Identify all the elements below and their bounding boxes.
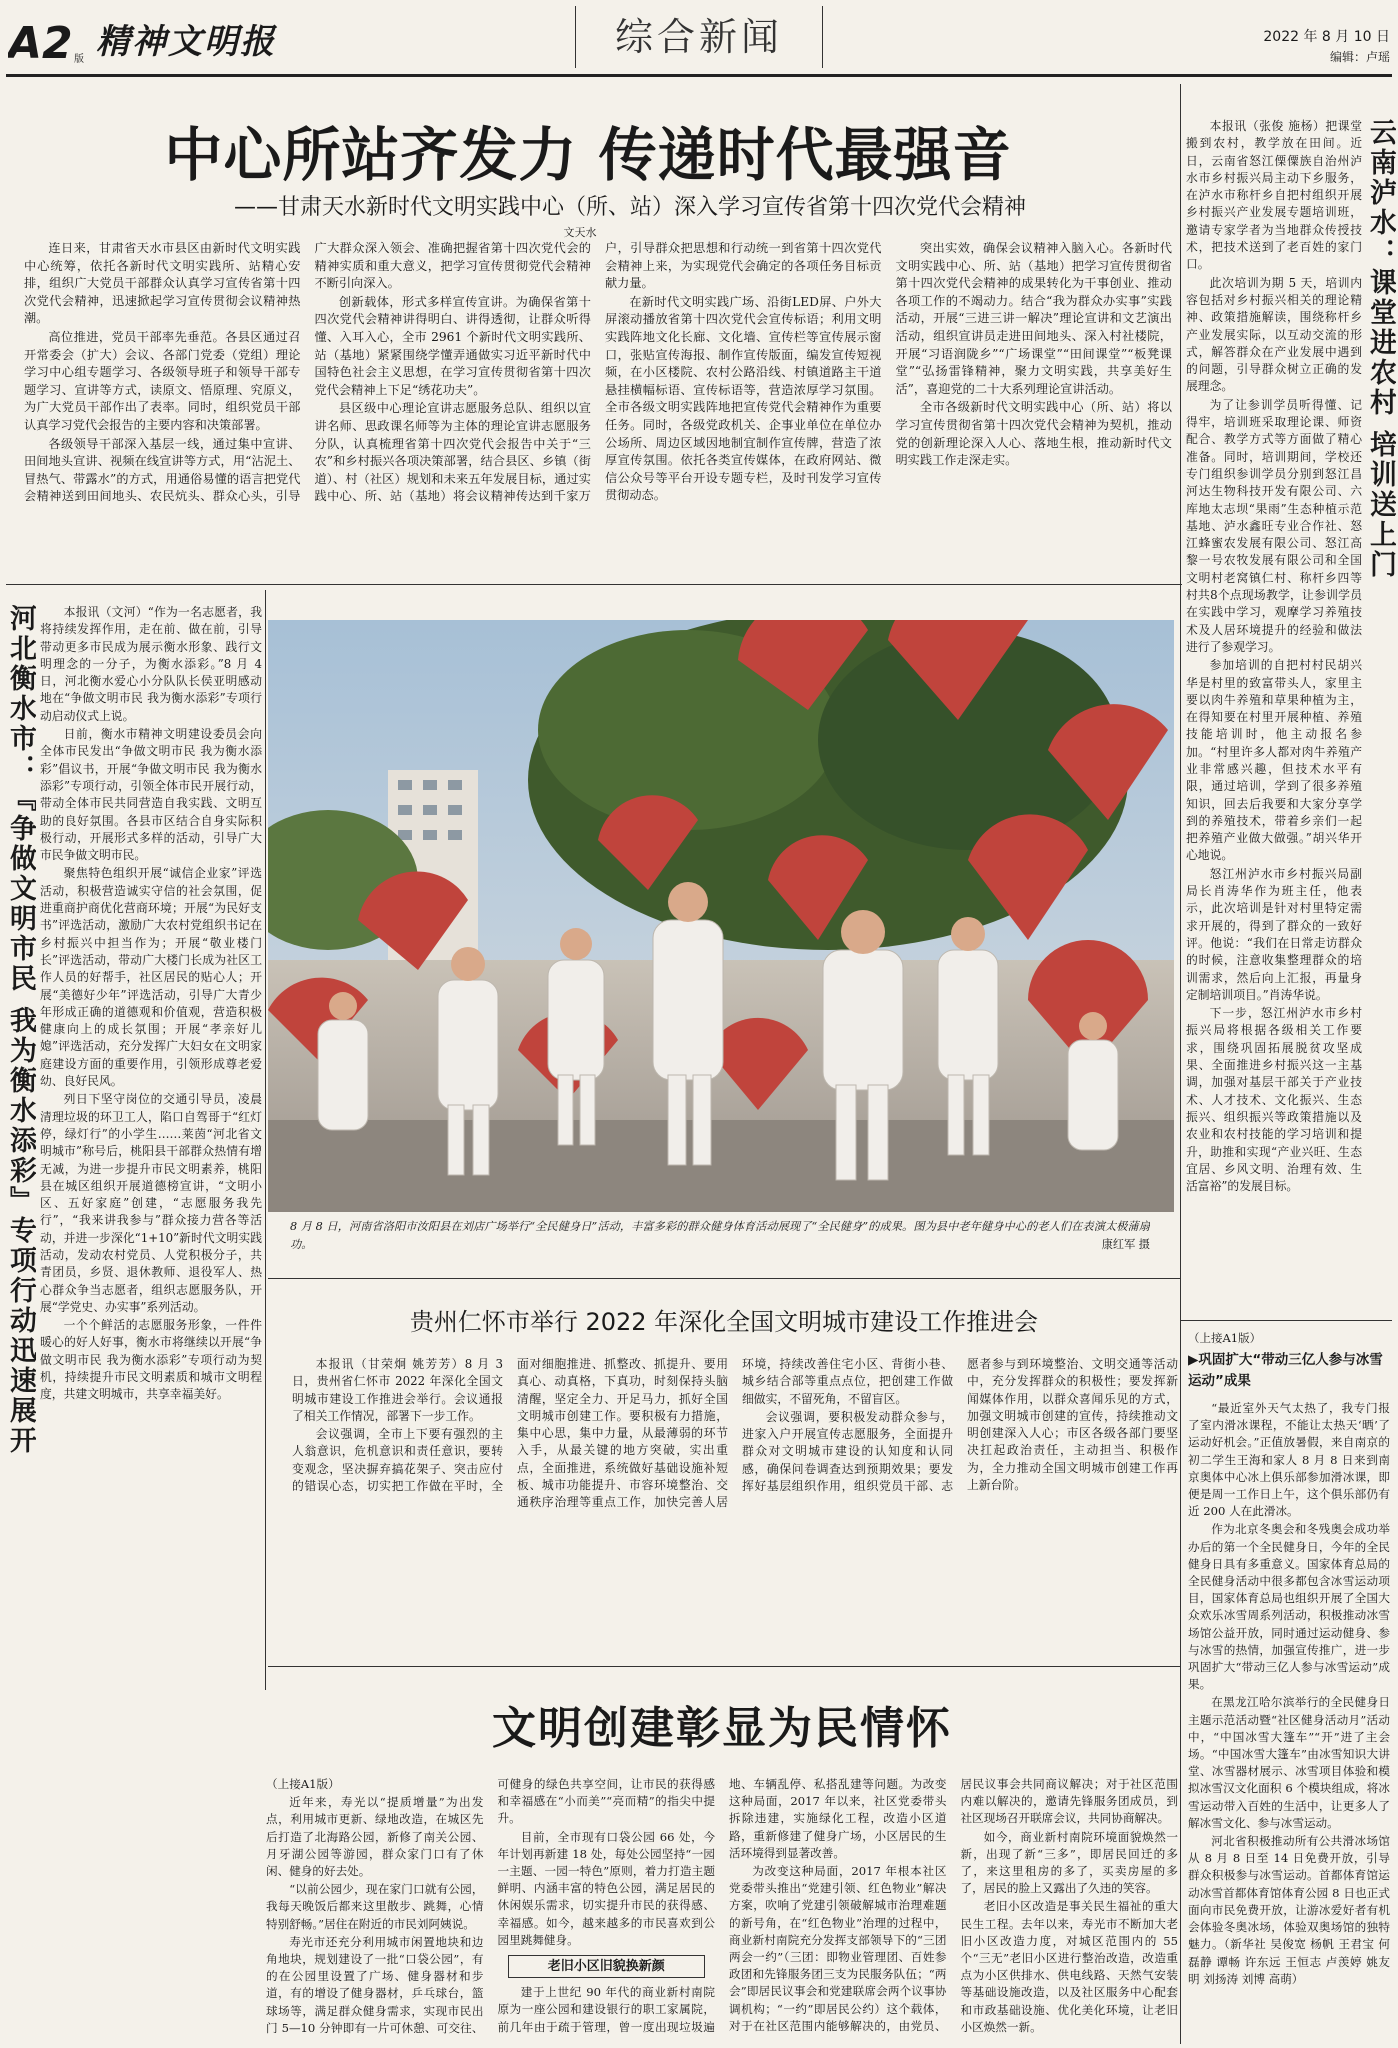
bottom-paragraph: 目前，全市现有口袋公园 66 处，今年计划再新建 18 处，每处公园坚持“一园一主题、一园一特色”原则，着力打造主题鲜明、内涵丰富的特色公园，满足居民的休闲娱乐需求，切实提升市民的获得感、幸福感。如今，越来越多的市民喜欢到公园里跳舞健身。: [497, 1829, 715, 1947]
guizhou-paragraph: 本报讯（甘荣炯 姚芳芳）8 月 3 日，贵州省仁怀市 2022 年深化全国文明城市建设工作推进会举行。会议通报了相关工作情况，部署下一步工作。: [292, 1357, 503, 1423]
bottom-article-body: [266, 1776, 1178, 2044]
lead-article-subtitle: ——甘肃天水新时代文明实践中心（所、站）深入学习宣传省第十四次党代会精神: [233, 195, 1026, 220]
section-title: 综合新闻: [614, 15, 783, 59]
skating-paragraph: 在黑龙江哈尔滨举行的全民健身日主题示范活动暨“社区健身活动月”活动中，“中国冰雪大篷车”“开”进了主会场。“中国冰雪大篷车”由冰雪知识大讲堂、冰雪器材展示、冰雪项目体验和模拟冰雪汉文化面积 6 个模块组成，将冰雪运动带入百姓的生活中，让更多人了解冰雪文化、参与冰雪运动。: [1188, 1695, 1390, 1830]
arrow-icon: ▶: [1188, 1352, 1199, 1368]
issue-date: 2022 年 8 月 10 日: [1263, 29, 1390, 45]
skating-title: [1188, 1350, 1390, 1392]
bottom-paragraph: “以前公园少，现在家门口就有公园，我每天晚饭后都来这里散步、跳舞，心情特别舒畅。”居住在附近的市民刘阿姨说。: [266, 1882, 484, 1931]
left-paragraph: 聚焦特色组织开展“诚信企业家”评选活动，积极营造诚实守信的社会氛围，促进重商护商优化营商环境；开展“为民好支书”评选活动，激励广大农村党组织书记在乡村振兴中担当作为；开展“敬业楼门长”评选活动，带动广大楼门长成为社区工作人员的好帮手，社区居民的贴心人；开展“美德好少年”评选活动，引导广大青少年形成正确的道德观和价值观，营造积极健康向上的成长氛围；开展“孝亲好儿媳”评选活动，充分发挥广大妇女在文明家庭建设方面的重要作用，引领形成尊老爱幼、良好民风。: [40, 866, 262, 1089]
bottom-article-headline: 文明创建彰显为民情怀: [492, 1703, 952, 1754]
page-number: A2: [8, 18, 73, 69]
editor-credit: 编辑：卢瑶: [1329, 50, 1390, 64]
lead-paragraph: 高位推进，党员干部率先垂范。各县区通过召开常委会（扩大）会议、各部门党委（党组）理论学习中心组专题学习、各级领导班子和领导干部专题学习、宣讲等方式，读原文、悟原理、究原义，为广大党员干部作出了表率。同时，组织党员干部认真学习党代会报告的主要内容和决策部署。: [24, 329, 301, 432]
skating-paragraph: “最近室外天气太热了，我专门报了室内滑冰课程，不能让太热天‘晒’了运动好机会。”正值放暑假，来自南京的初二学生王海和家人 8 月 8 日来到南京奥体中心冰上俱乐部参加滑冰课，即便是周一工作日上午，这个俱乐部仍有近 200 人在此滑冰。: [1188, 1401, 1390, 1519]
photo-credit: 康红军 摄: [1101, 1238, 1150, 1251]
lead-paragraph: 突出实效，确保会议精神入脑入心。各新时代文明实践中心、所、站（基地）把学习宣传贯彻省第十四次党代会精神的成果转化为干事创业、推动各项工作的不竭动力。结合“我为群众办实事”实践活动，开展“三进三讲一解决”理论宣讲和文艺演出活动，组织宣讲员走进田间地头、深入村社楼院，开展“习语润陇乡”“广场课堂”“田间课堂”“板凳课堂”“弘扬雷锋精神，聚力文明实践，共享美好生活”，喜迎党的二十大系列理论宣讲活动。: [895, 241, 1172, 396]
right-paragraph: 为了让参训学员听得懂、记得牢，培训班采取理论课、师资配合、教学方式等方面做了精心准备。同时，培训期间，学校还专门组织参训学员分别到怒江昌河达生物科技开发有限公司、六库地太志坝“果雨”生态种植示范基地、泸水鑫旺专业合作社、怒江蜂蜜农发展有限公司、怒江高黎一号农牧发展有限公司和全国文明村老窝镇仁村、称杆乡四等村共8个点现场教学，让参训学员在实践中学习，观摩学习养殖技术及人居环境提升的经验和做法进行了参观学习。: [1186, 397, 1362, 654]
skating-title-text: 巩固扩大“带动三亿人参与冰雪运动”成果: [1188, 1352, 1383, 1389]
bottom-lead: （上接A1版）: [266, 1777, 340, 1791]
masthead: [0, 0, 1398, 78]
bottom-paragraph: 近年来，寿光以“提质增量”为出发点，利用城市更新、绿地改造，在城区先后打造了北海路公园，新修了南关公园、月牙湖公园等游园，群众家门口有了休闲、健身的好去处。: [266, 1795, 484, 1879]
guizhou-paragraph: 会议强调，要积极发动群众参与，进家入户开展宣传志愿服务，全面提升群众对文明城市建设的认知度和认同感，确保问卷调查达到预期效果；要发挥好基层组织作用，组织党员干部、志愿者参与到环境整治、文明交通等活动中，充分发挥群众的积极性；要发挥新闻媒体作用，以群众喜闻乐见的方式，加强文明城市创建的宣传，持续推动文明创建深入人心；市区各级各部门要坚决扛起政治责任，主动担当、积极作为，全力推动全国文明城市创建工作再上新台阶。: [742, 1357, 1178, 1494]
lead-paragraph: 连日来，甘肃省天水市县区由新时代文明实践中心统筹，依托各新时代文明实践所、站精心安排，组织广大党员干部群众认真学习宣传省第十四次党代会精神，迅速掀起学习宣传贯彻会议精神热潮。: [24, 241, 301, 326]
bottom-paragraph: 如今，商业新村南院环境面貌焕然一新，出现了新“三多”，即居民回迁的多了，来这里租房的多了，买卖房屋的多了，居民的脸上又露出了久违的笑容。: [960, 1829, 1178, 1896]
right-article-body: [1186, 118, 1362, 1316]
bottom-paragraph: 老旧小区改造是事关民生福祉的重大民生工程。去年以来，寿光市不断加大老旧小区改造力度，对城区范围内的 55 个“三无”老旧小区进行整治改造，改造重点为小区供排水、供电线路、天然气安装等基础设施改造，以及社区服务中心配套和市政基础设施、优化美化环境，让老旧小区焕然一新。: [960, 1899, 1178, 2034]
right-paragraph: 此次培训为期 5 天，培训内容包括对乡村振兴相关的理论精神、政策措施解读，围绕称杆乡产业发展实际，以互动交流的形式，解答群众在产业发展中遇到的问题，引导群众树立正确的发展理念。: [1186, 275, 1362, 394]
paper-name: 精神文明报: [96, 22, 276, 62]
bottom-paragraph: 为改变这种局面，2017 年根本社区党委带头推出“党建引领、红色物业”解决方案，吹响了党建引领破解城市治理难题的新号角，在“红色物业”治理的过程中，商业新村南院充分发挥支部领导下的“三团两会一约”（三团：即物业管理团、百姓参政团和先锋服务团三支为民服务队伍；“两会”即居民议事会和党建联席会两个议事协调机构；“一约”即居民公约）这个载体，对于在社区范围内能够解决的，由党员、居民议事会共同商议解决；对于社区范围内难以解决的，邀请先锋服务团成员，到社区现场召开联席会议，共同协商解决。: [729, 1777, 1178, 2033]
skating-paragraph: 河北省积极推动所有公共滑冰场馆从 8 月 8 日至 14 日免费开放，引导群众积极参与冰雪运动。首都体育馆运动冰雪首都体育馆体育公园 8 日也正式面向市民免费开放，让游冰爱好者有机会体验冬奥冰场，体验双奥场馆的独特魅力。（新华社 吴俊宽 杨帆 王君宝 何磊静 谭畅 许东远 王恒志 卢羡婷 姚友明 刘扬涛 刘博 高萌）: [1188, 1834, 1390, 1986]
right-article-headline: 云南泸水：课堂进农村 培训送上门: [1365, 118, 1396, 581]
lead-paragraph: 县区级中心理论宣讲志愿服务总队、组织以宣讲名师、思政课名师等为主体的理论宣讲志愿服务分队，认真梳理省第十四次党代会报告中关于“三农”和乡村振兴各项决策部署，结合县区、乡镇（街道）、村（社区）规划和未来五年发展目标，通过实践中心、所、站（基地）将会议精神传达到千家万户，引导群众把思想和行动统一到省第十四次党代会精神上来，为实现党代会确定的各项任务目标贡献力量。: [314, 241, 882, 504]
lead-paragraph: 全市各级新时代文明实践中心（所、站）将以学习宣传贯彻省第十四次党代会精神为契机，推动党的创新理论深入人心、落地生根，推动新时代文明实践工作走深走实。: [895, 400, 1172, 468]
left-paragraph: 列日下坚守岗位的交通引导员，凌晨清理垃圾的环卫工人，陷口自驾哥于“红灯停，绿灯行”的小学生……莱茵“河北省文明城市”称号后，桃阳县干部群众热情有增无减，为进一步提升市民文明素养，桃阳县在城区组织开展道德榜宣讲，“文明小区、五好家庭”创建，“志愿服务我先行”，“我来讲我参与”群众接力营各等活动，并进一步深化“1+10”新时代文明实践活动，发动农村党员、人党积极分子，共青团员，乡贤、退休教师、退役军人、热心群众争当志愿者，组织志愿服务队，开展“学党史、办实事”系列活动。: [40, 1092, 262, 1314]
page-number-suffix: 版: [74, 54, 84, 65]
lead-article-body: [24, 240, 1172, 578]
guizhou-paragraph: 会议强调，全市上下要有强烈的主人翁意识，危机意识和责任意识，要转变观念，坚决摒弃搞花架子、突击应付的错误心态，切实把工作做在平时，全面对细胞推进、抓整改、抓提升、要用真心、动真格，下真功，时刻保持头脑清醒，坚定全力、开足马力，抓好全国文明城市创建工作。要积极有力措施，集中心思，集中力量，从最薄弱的环节入手，从最关键的地方突破，实出重点，全面推进，系统做好基础设施补短板、城市功能提升、市容环境整治、交通秩序治理等重点工作，加快完善人居环境，持续改善住宅小区、背街小巷、城乡结合部等重点点位，把创建工作做细做实，不留死角，不留盲区。: [292, 1357, 953, 1510]
skating-paragraph: 作为北京冬奥会和冬残奥会成功举办后的第一个全民健身日，今年的全民健身日具有多重意义。国家体育总局的全民健身活动中很多都包含冰雪运动项目，国家体育总局也组织开展了全国大众欢乐冰雪周系列活动，积极推动冰雪场馆公益开放，同时通过运动健身、参与冰雪的热情，加强宣传推广，进一步巩固扩大“带动三亿人参与冰雪运动”成果。: [1188, 1522, 1390, 1692]
right-paragraph: 参加培训的自把村村民胡兴华是村里的致富带头人，家里主要以肉牛养殖和草果种植为主，在得知要在村里开展种植、养殖技能培训时，他主动报名参加。“村里许多人都对肉牛养殖产业非常感兴趣，但技术水平有限，通过培训，学到了很多养殖知识，回去后我要和大家分享学到的养殖技术，带着乡亲们一起把养殖产业做大做强。”胡兴华开心地说。: [1186, 658, 1362, 863]
lead-paragraph: 创新载体，形式多样宣传宣讲。为确保省第十四次党代会精神讲得明白、讲得透彻，让群众听得懂、入耳入心，全市 2961 个新时代文明实践所、站（基地）紧紧围绕学懂弄通做实习近平新时代中国特色社会主义思想，在学习宣传贯彻省第十四次党代会精神上下足“绣花功夫”。: [314, 294, 591, 397]
left-article-headline: 河北衡水市：『争做文明市民 我为衡水添彩』专项行动迅速展开: [5, 604, 36, 1457]
guizhou-article-body: [292, 1356, 1178, 1656]
lead-paragraph: 各级领导干部深入基层一线，通过集中宣讲、田间地头宣讲、视频在线宣讲等方式，用“沾泥土、冒热气、带露水”的方式，用通俗易懂的语言把党代会精神送到田间地头、农民炕头、群众心头，引导广大群众深入领会、准确把握省第十四次党代会的精神实质和重大意义，把学习宣传贯彻党代会精神不断引向深入。: [24, 241, 591, 504]
right-paragraph: 下一步，怒江州泸水市乡村振兴局将根据各级相关工作要求，围绕巩固拓展脱贫攻坚成果、全面推进乡村振兴这一主基调，加强对基层干部关于产业技术、人才技术、文化振兴、生态振兴、组织振兴等政策措施以及农业和农村技能的学习培训和提升，助推和实现“产业兴旺、生态宜居、乡风文明、治理有效、生活富裕”的发展目标。: [1186, 1006, 1362, 1194]
left-paragraph: 本报讯（文河）“作为一名志愿者，我将持续发挥作用，走在前、做在前，引导带动更多市民成为展示衡水形象、践行文明理念的一分子，为衡水添彩。”8 月 4 日，河北衡水爱心小分队队长侯亚明感动地在“争做文明市民 我为衡水添彩”专项行动启动仪式上说。: [40, 605, 262, 723]
skating-article-body: [1188, 1400, 1390, 2044]
right-paragraph: 怒江州泸水市乡村振兴局副局长肖涛华作为班主任，他表示，此次培训是针对村里特定需求开展的，得到了群众的一致好评。他说：“我们在日常走访群众的时候，注意收集整理群众的培训需求，然后向上汇报，再量身定制培训项目。”肖涛华说。: [1186, 866, 1362, 1002]
left-paragraph: 日前，衡水市精神文明建设委员会向全体市民发出“争做文明市民 我为衡水添彩”倡议书，开展“争做文明市民 我为衡水添彩”专项行动，引领全体市民开展行动，带动全体市民共同营造自我实践、文明互助的良好氛围。各县市区结合自身实际积极行动，开展形式多样的活动，引导广大市民争做文明市民。: [40, 727, 262, 863]
lead-article-title: 中心所站齐发力 传递时代最强音: [164, 121, 1012, 189]
left-paragraph: 一个个鲜活的志愿服务形象，一件件暖心的好人好事，衡水市将继续以开展“争做文明市民 我为衡水添彩”专项行动为契机，持续提升市民文明素质和城市文明程度，共建文明城市，共享幸福美好。: [40, 1318, 262, 1402]
lead-article-byline: 文天水: [563, 226, 597, 239]
bottom-subheading: 老旧小区旧貌换新颜: [508, 1955, 706, 1978]
photo-caption-text: 8 月 8 日，河南省洛阳市汝阳县在刘店广场举行“全民健身日”活动，丰富多彩的群众健身体育活动展现了“全民健身”的成果。图为县中老年健身中心的老人们在表演太极蒲扇功。: [290, 1220, 1150, 1251]
news-photo: [268, 620, 1174, 1212]
bottom-paragraph: 寿光市还充分利用城市闲置地块和边角地块，规划建设了一批“口袋公园”，有的在公园里设置了广场、健身器材和步道，有的增设了健身器材，乒乓球台，篮球场等，满足群众健身需求，实现市民出门 5—10 分钟即有一片可休憩、可交往、可健身的绿色共享空间，让市民的获得感和幸福感在“小而美”“亮而精”的指尖中提升。: [266, 1777, 715, 2035]
lead-paragraph: 在新时代文明实践广场、沿街LED屏、户外大屏滚动播放省第十四次党代会宣传标语；利用文明实践阵地文化长廊、文化墙、宣传栏等宣传展示窗口，张贴宣传海报、制作宣传版面，编发宣传短视频，在小区楼院、农村公路沿线、村镇道路主干道悬挂横幅标语、宣传标语等，营造浓厚学习氛围。全市各级文明实践阵地把宣传党代会精神作为重要任务。同时，各级党政机关、企事业单位在单位办公场所、周边区域因地制宜制作宣传牌，营造了浓厚宣传氛围。依托各类宣传媒体，在政府网站、微信公众号等平台开设专题专栏，及时刊发学习宣传贯彻动态。: [605, 294, 882, 503]
guizhou-headline: 贵州仁怀市举行 2022 年深化全国文明城市建设工作推进会: [409, 1308, 1039, 1336]
photo-caption: [290, 1218, 1150, 1258]
left-article-body: [40, 604, 262, 2048]
skating-lead: （上接A1版）: [1188, 1331, 1262, 1345]
right-paragraph: 本报讯（张俊 施杨）把课堂搬到农村，教学放在田间。近日，云南省怒江傈僳族自治州泸水市乡村振兴局主动下乡服务，在泸水市称杆乡自把村组织开展乡村振兴产业发展专题培训班，邀请专家学者为当地群众传授技术，把技术送到了老百姓的家门口。: [1186, 119, 1362, 272]
bottom-paragraph: 建于上世纪 90 年代的商业新村南院原为一座公园和建设银行的职工家属院，前几年由于疏于管理，曾一度出现垃圾遍地、车辆乱停、私搭乱建等问题。为改变这种局面，2017 年以来，社区党委带头拆除违建，实施绿化工程，改造小区道路，重新修建了健身广场，小区居民的生活环境得到显著改善。: [497, 1777, 947, 2034]
